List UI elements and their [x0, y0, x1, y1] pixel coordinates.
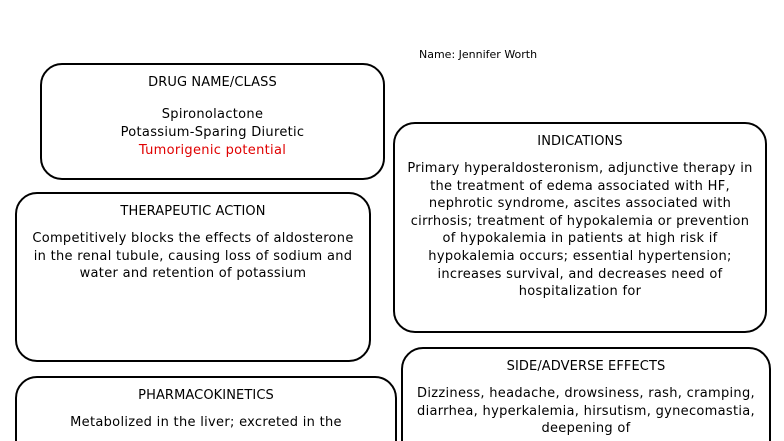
- therapeutic-action-body: Competitively blocks the effects of aldosterone in the renal tubule, causing loss of sodium and water and retention of potassium: [32, 231, 354, 282]
- drug-warning: Tumorigenic potential: [138, 143, 287, 158]
- side-effects-body: Dizziness, headache, drowsiness, rash, cramping, diarrhea, hyperkalemia, hirsutism, gynecomastia, deepening of: [417, 386, 755, 437]
- drug-name-class-heading: DRUG NAME/CLASS: [148, 75, 277, 90]
- side-effects-card: [401, 347, 771, 441]
- pharmacokinetics-card: [15, 376, 397, 441]
- drug-name-class-body: [42, 106, 383, 160]
- therapeutic-action-card: [15, 192, 371, 362]
- drug-name: Spironolactone: [161, 107, 264, 122]
- indications-body: Primary hyperaldosteronism, adjunctive therapy in the treatment of edema associated with HF, nephrotic syndrome, ascites associated with cirrhosis; treatment of hypokalemia or prevention of hypokalemia in patients at high risk if hypokalemia occurs; essential hypertension; increases survival, and decreases need of hospitalization for: [407, 161, 753, 300]
- drug-class: Potassium-Sparing Diuretic: [120, 125, 305, 140]
- pharmacokinetics-heading: PHARMACOKINETICS: [138, 388, 274, 403]
- student-name: Name: Jennifer Worth: [419, 48, 538, 61]
- therapeutic-action-heading: THERAPEUTIC ACTION: [120, 204, 266, 219]
- indications-card: [393, 122, 767, 333]
- indications-heading: INDICATIONS: [537, 134, 623, 149]
- drug-name-class-card: [40, 63, 385, 180]
- pharmacokinetics-body: Metabolized in the liver; excreted in the: [70, 415, 342, 430]
- side-effects-heading: SIDE/ADVERSE EFFECTS: [506, 359, 666, 374]
